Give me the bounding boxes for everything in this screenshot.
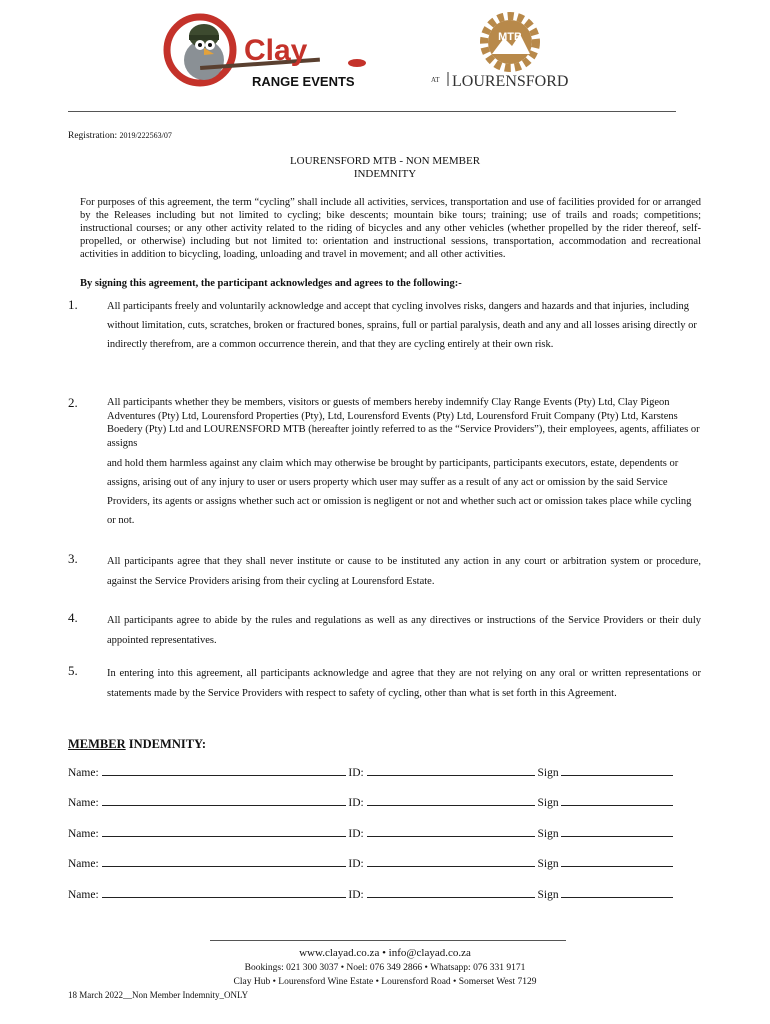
name-field[interactable] <box>102 795 346 806</box>
svg-text:RANGE EVENTS: RANGE EVENTS <box>252 74 355 89</box>
id-field[interactable] <box>367 887 535 898</box>
id-field[interactable] <box>367 826 535 837</box>
clause-4-text: All participants agree to abide by the rules and regulations as well as any directives or instructions of the Service Providers or their duly appointed representatives. <box>107 615 701 646</box>
name-field[interactable] <box>102 765 346 776</box>
clause-number: 4. <box>68 610 78 625</box>
name-field[interactable] <box>102 856 346 867</box>
intro-paragraph: For purposes of this agreement, the term “cycling” shall include all activities, services, transportation and use of facilities provided for or arranged by the Releases including but not limited to cycling; bike descents; mountain bike tours; training; use of trails and roads; competitions; instructional courses; or any other activity related to the riding of bicycles and any other vehicles (whether propelled by the rider thereof, self-propelled, or otherwise) including but not limited to: orientation and instructional sessions, transportation, accommodation and recreational activities in addition to bicycling, loading, unloading and travel in movement; and all other activities. <box>80 197 701 260</box>
clause-number: 5. <box>68 663 78 678</box>
clause-2 <box>107 396 701 530</box>
sign-field[interactable] <box>561 856 673 867</box>
sign-field[interactable] <box>561 795 673 806</box>
signature-row-5: Name: ID: Sign <box>68 887 698 901</box>
svg-text:AT: AT <box>431 76 440 84</box>
clause-3-text: All participants agree that they shall never institute or cause to be instituted any action in any court or arbitration system or procedure, against the Service Providers arising from their cycling at Lourensford Estate. <box>107 556 701 587</box>
sign-field[interactable] <box>561 887 673 898</box>
id-field[interactable] <box>367 765 535 776</box>
title-line-2: INDEMNITY <box>353 168 417 180</box>
svg-text:MTB: MTB <box>498 31 522 43</box>
agreement-lead: By signing this agreement, the participant acknowledges and agrees to the following:- <box>80 278 462 289</box>
clause-1-text: All participants freely and voluntarily acknowledge and accept that cycling involves risks, dangers and hazards and that injuries, including without limitation, cuts, scratches, broken or fractured bones, sprains, full or partial paralysis, death and any and all losses arising directly or indirectly therefrom, are a common occurrence therein, and that they are cycling entirely at their own risk. <box>107 301 697 350</box>
name-field[interactable] <box>102 887 346 898</box>
header-rule <box>68 111 676 112</box>
id-field[interactable] <box>367 856 535 867</box>
clause-2-text-b: and hold them harmless against any claim which may otherwise be brought by participants, participants executors, estate, dependents or assigns, arising out of any injury to user or users property which user may suffer as a result of any act or omission by the said Service Providers, its agents or assigns whether such act or omission is negligent or not and whether such act or omission takes place while cycling or not. <box>107 458 692 526</box>
footer-rule <box>210 940 566 941</box>
sign-field[interactable] <box>561 765 673 776</box>
member-indemnity-heading: MEMBER INDEMNITY: <box>68 737 207 751</box>
registration-label: Registration: <box>68 131 118 141</box>
svg-text:Clay: Clay <box>244 34 308 67</box>
document-reference: 18 March 2022__Non Member Indemnity_ONLY <box>68 990 249 1000</box>
clause-number: 3. <box>68 551 78 566</box>
clause-2-text-a: All participants whether they be members, visitors or guests of members hereby indemnify Clay Range Events (Pty) Ltd, Clay Pigeon Adventures (Pty) Ltd, Lourensford Properties (Pty), Ltd, Lourensford Events (Pty) Ltd, Lourensford Fruit Company (Pty) Ltd, Karstens Boedery (Pty) Ltd and LOURENSFORD MTB (hereafter jointly referred to as the “Service Providers”), their employees, agents, affiliates or assigns <box>107 397 700 449</box>
svg-text:LOURENSFORD: LOURENSFORD <box>452 73 569 90</box>
signature-row-3: Name: ID: Sign <box>68 826 698 840</box>
clause-number: 1. <box>68 297 78 312</box>
document-title <box>0 155 770 181</box>
title-line-1: LOURENSFORD MTB - NON MEMBER <box>289 155 481 167</box>
mtb-lourensford-logo <box>428 8 588 92</box>
signature-row-1: Name: ID: Sign <box>68 765 698 779</box>
footer-address: Clay Hub • Lourensford Wine Estate • Lourensford Road • Somerset West 7129 <box>233 977 537 987</box>
clause-5-text: In entering into this agreement, all participants acknowledge and agree that they are not relying on any oral or written representations or statements made by the Service Providers with respect to safety of cycling, other than what is set forth in this Agreement. <box>107 668 701 699</box>
footer-bookings: Bookings: 021 300 3037 • Noel: 076 349 2866 • Whatsapp: 076 331 9171 <box>244 963 526 973</box>
clause-number: 2. <box>68 395 78 410</box>
sign-field[interactable] <box>561 826 673 837</box>
registration-number: 2019/222563/07 <box>119 131 172 140</box>
footer-contact-links[interactable]: www.clayad.co.za • info@clayad.co.za <box>299 947 471 959</box>
registration <box>68 131 172 141</box>
signature-row-4: Name: ID: Sign <box>68 856 698 870</box>
signature-row-2: Name: ID: Sign <box>68 795 698 809</box>
clay-range-events-logo <box>160 8 370 92</box>
id-field[interactable] <box>367 795 535 806</box>
name-field[interactable] <box>102 826 346 837</box>
